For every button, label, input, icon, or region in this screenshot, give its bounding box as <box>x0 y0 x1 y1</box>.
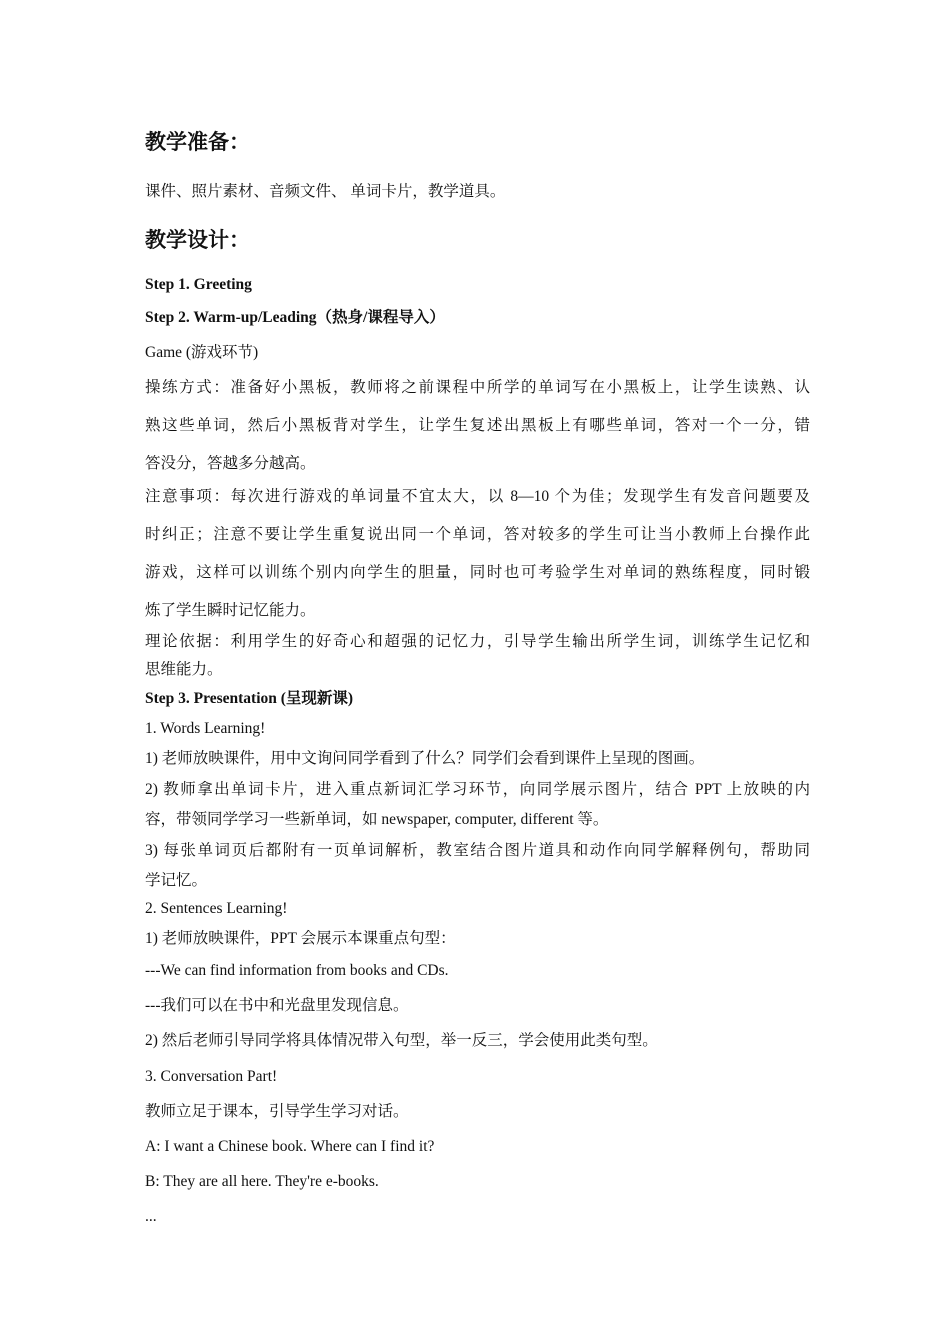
method-line-2: 熟这些单词，然后小黑板背对学生，让学生复述出黑板上有哪些单词，答对一个一分，错 <box>145 417 810 434</box>
conversation-line-b: B: They are all here. They're e-books. <box>145 1173 379 1190</box>
words-item-3-line-2: 学记忆。 <box>145 872 208 889</box>
theory-line-1: 理论依据：利用学生的好奇心和超强的记忆力，引导学生输出所学生词，训练学生记忆和 <box>145 633 810 650</box>
game-label: Game (游戏环节) <box>145 344 259 361</box>
conversation-heading: 3. Conversation Part! <box>145 1068 278 1085</box>
method-line-3: 答没分，答越多分越高。 <box>145 455 316 472</box>
sentences-item-2: 2) 然后老师引导同学将具体情况带入句型，举一反三，学会使用此类句型。 <box>145 1032 658 1049</box>
notes-line-1: 注意事项：每次进行游戏的单词量不宜太大，以 8—10 个为佳；发现学生有发音问题要及 <box>145 488 810 505</box>
notes-line-3: 游戏，这样可以训练个别内向学生的胆量，同时也可考验学生对单词的熟练程度，同时锻 <box>145 564 810 581</box>
prep-heading: 教学准备： <box>145 130 250 154</box>
notes-line-2: 时纠正；注意不要让学生重复说出同一个单词，答对较多的学生可让当小教师上台操作此 <box>145 526 810 543</box>
theory-line-2: 思维能力。 <box>145 661 223 678</box>
sentence-chinese: ---我们可以在书中和光盘里发现信息。 <box>145 997 409 1014</box>
method-line-1: 操练方式：准备好小黑板，教师将之前课程中所学的单词写在小黑板上，让学生读熟、认 <box>145 379 810 396</box>
words-item-3-line-1: 3) 每张单词页后都附有一页单词解析，教室结合图片道具和动作向同学解释例句，帮助同 <box>145 842 810 859</box>
words-heading: 1. Words Learning! <box>145 720 266 737</box>
prep-text: 课件、照片素材、音频文件、 单词卡片，教学道具。 <box>145 183 506 200</box>
ellipsis: ... <box>145 1208 157 1225</box>
conversation-line-a: A: I want a Chinese book. Where can I find it? <box>145 1138 435 1155</box>
notes-line-4: 炼了学生瞬时记忆能力。 <box>145 602 316 619</box>
conversation-intro: 教师立足于课本，引导学生学习对话。 <box>145 1103 409 1120</box>
words-item-2-line-2: 容，带领同学学习一些新单词，如 newspaper, computer, different 等。 <box>145 811 609 828</box>
step1-heading: Step 1. Greeting <box>145 276 252 293</box>
sentences-item-1: 1) 老师放映课件，PPT 会展示本课重点句型： <box>145 930 456 947</box>
sentence-english: ---We can find information from books and CDs. <box>145 962 449 979</box>
words-item-2-line-1: 2) 教师拿出单词卡片，进入重点新词汇学习环节，向同学展示图片，结合 PPT 上放映的内 <box>145 781 810 798</box>
step3-heading: Step 3. Presentation (呈现新课) <box>145 690 354 707</box>
words-item-1: 1) 老师放映课件，用中文询问同学看到了什么？同学们会看到课件上呈现的图画。 <box>145 750 705 767</box>
step2-heading: Step 2. Warm-up/Leading（热身/课程导入） <box>145 309 445 326</box>
sentences-heading: 2. Sentences Learning! <box>145 900 288 917</box>
design-heading: 教学设计： <box>145 228 250 252</box>
